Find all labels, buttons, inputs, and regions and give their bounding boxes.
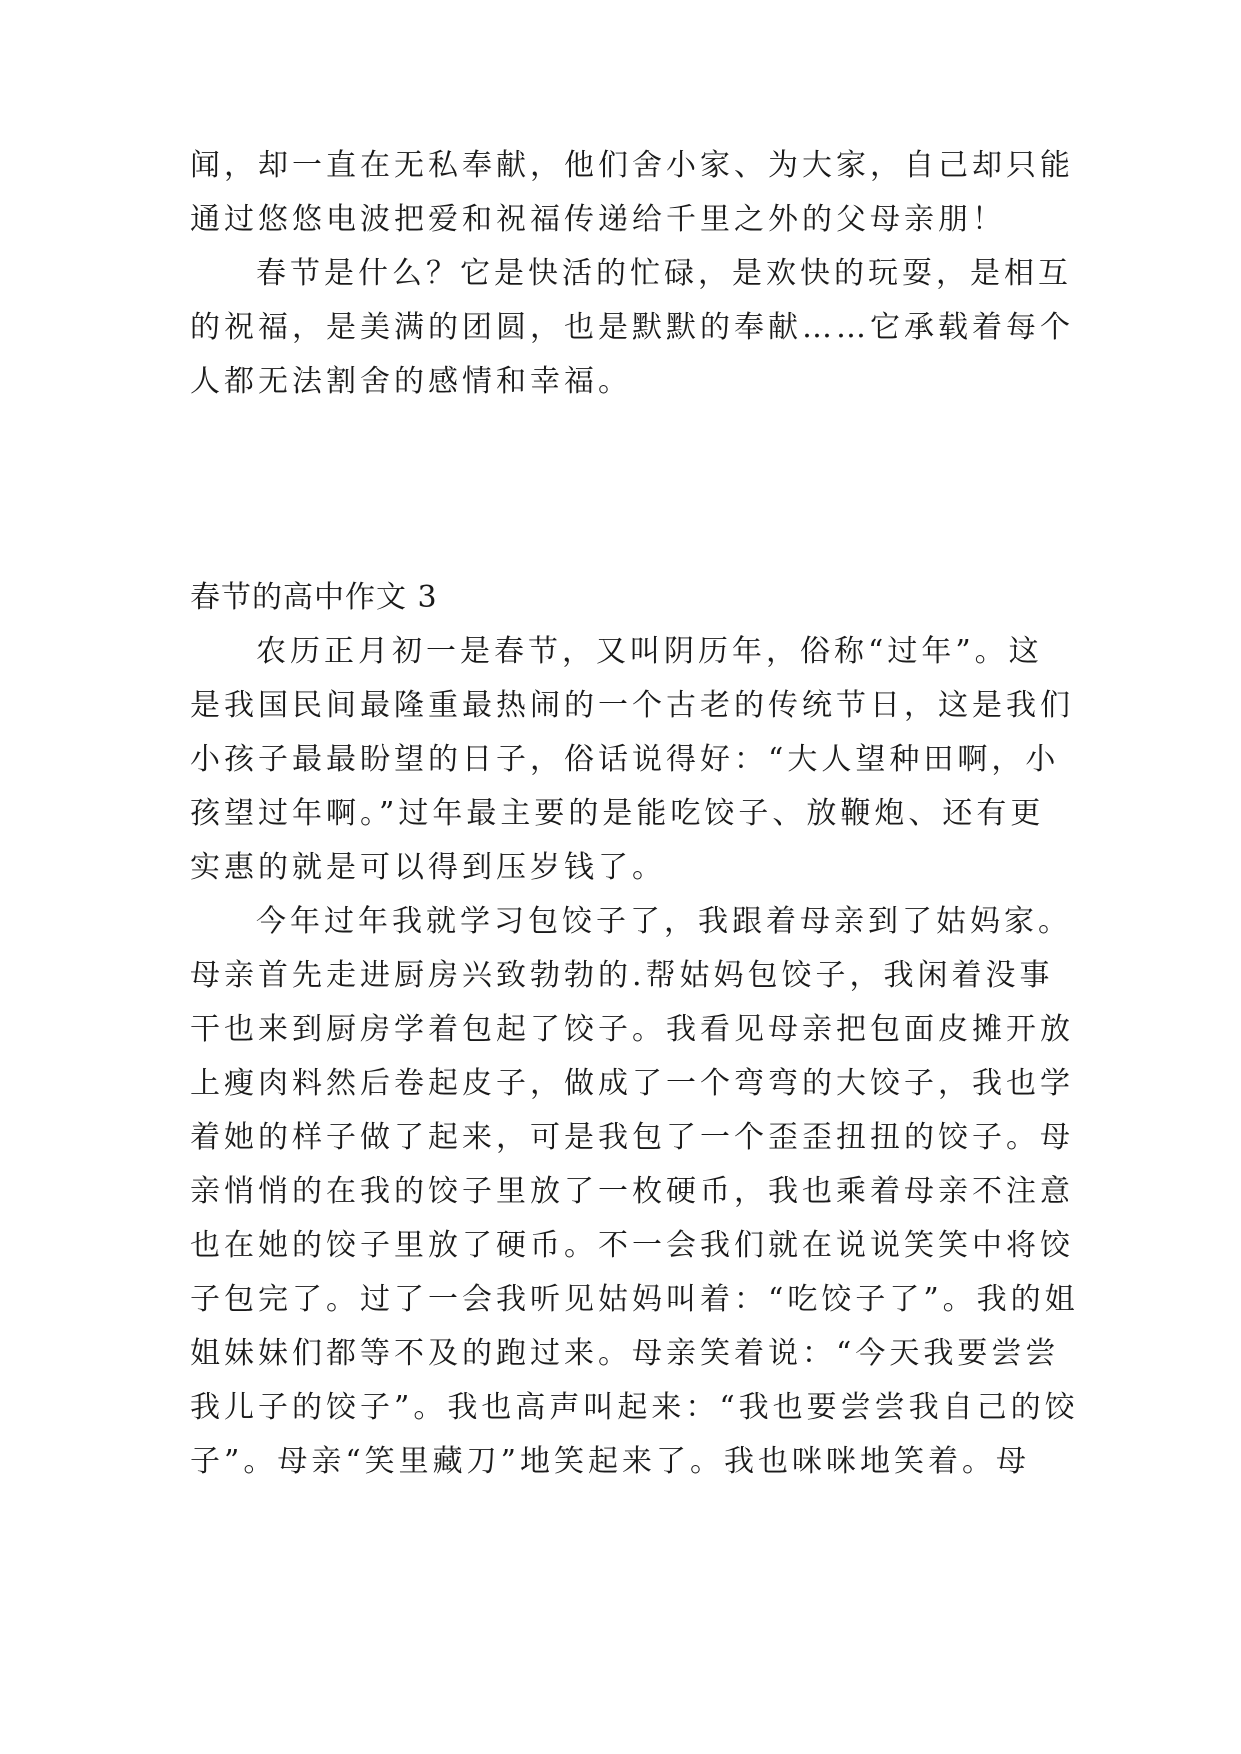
text-line: 子”。母亲“笑里藏刀”地笑起来了。我也咪咪地笑着。母 bbox=[190, 1444, 1031, 1479]
text-line: 孩望过年啊。”过年最主要的是能吃饺子、放鞭炮、还有更 bbox=[190, 796, 1045, 831]
text-line: 今年过年我就学习包饺子了，我跟着母亲到了姑妈家。 bbox=[256, 904, 1072, 939]
section-heading: 春节的高中作文 3 bbox=[190, 580, 438, 615]
text-line: 农历正月初一是春节，又叫阴历年，俗称“过年”。这 bbox=[256, 634, 1043, 669]
text-line: 闻，却一直在无私奉献，他们舍小家、为大家，自己却只能 bbox=[190, 148, 1074, 183]
text-line: 人都无法割舍的感情和幸福。 bbox=[190, 364, 632, 399]
text-line: 我儿子的饺子”。我也高声叫起来：“我也要尝尝我自己的饺 bbox=[190, 1390, 1079, 1425]
text-line: 姐妹妹们都等不及的跑过来。母亲笑着说：“今天我要尝尝 bbox=[190, 1336, 1060, 1371]
text-line: 春节是什么？它是快活的忙碌，是欢快的玩耍，是相互 bbox=[256, 256, 1072, 291]
text-line: 着她的样子做了起来，可是我包了一个歪歪扭扭的饺子。母 bbox=[190, 1120, 1074, 1155]
text-line: 亲悄悄的在我的饺子里放了一枚硬币，我也乘着母亲不注意 bbox=[190, 1174, 1074, 1209]
text-line: 上瘦肉料然后卷起皮子，做成了一个弯弯的大饺子，我也学 bbox=[190, 1066, 1074, 1101]
text-line: 实惠的就是可以得到压岁钱了。 bbox=[190, 850, 666, 885]
text-line: 干也来到厨房学着包起了饺子。我看见母亲把包面皮摊开放 bbox=[190, 1012, 1074, 1047]
text-line: 小孩子最最盼望的日子，俗话说得好：“大人望种田啊，小 bbox=[190, 742, 1060, 777]
text-line: 是我国民间最隆重最热闹的一个古老的传统节日，这是我们 bbox=[190, 688, 1074, 723]
text-line: 的祝福，是美满的团圆，也是默默的奉献……它承载着每个 bbox=[190, 310, 1074, 345]
text-line: 子包完了。过了一会我听见姑妈叫着：“吃饺子了”。我的姐 bbox=[190, 1282, 1079, 1317]
text-line: 母亲首先走进厨房兴致勃勃的.帮姑妈包饺子，我闲着没事 bbox=[190, 958, 1054, 993]
text-line: 也在她的饺子里放了硬币。不一会我们就在说说笑笑中将饺 bbox=[190, 1228, 1074, 1263]
text-line: 通过悠悠电波把爱和祝福传递给千里之外的父母亲朋！ bbox=[190, 202, 1006, 237]
